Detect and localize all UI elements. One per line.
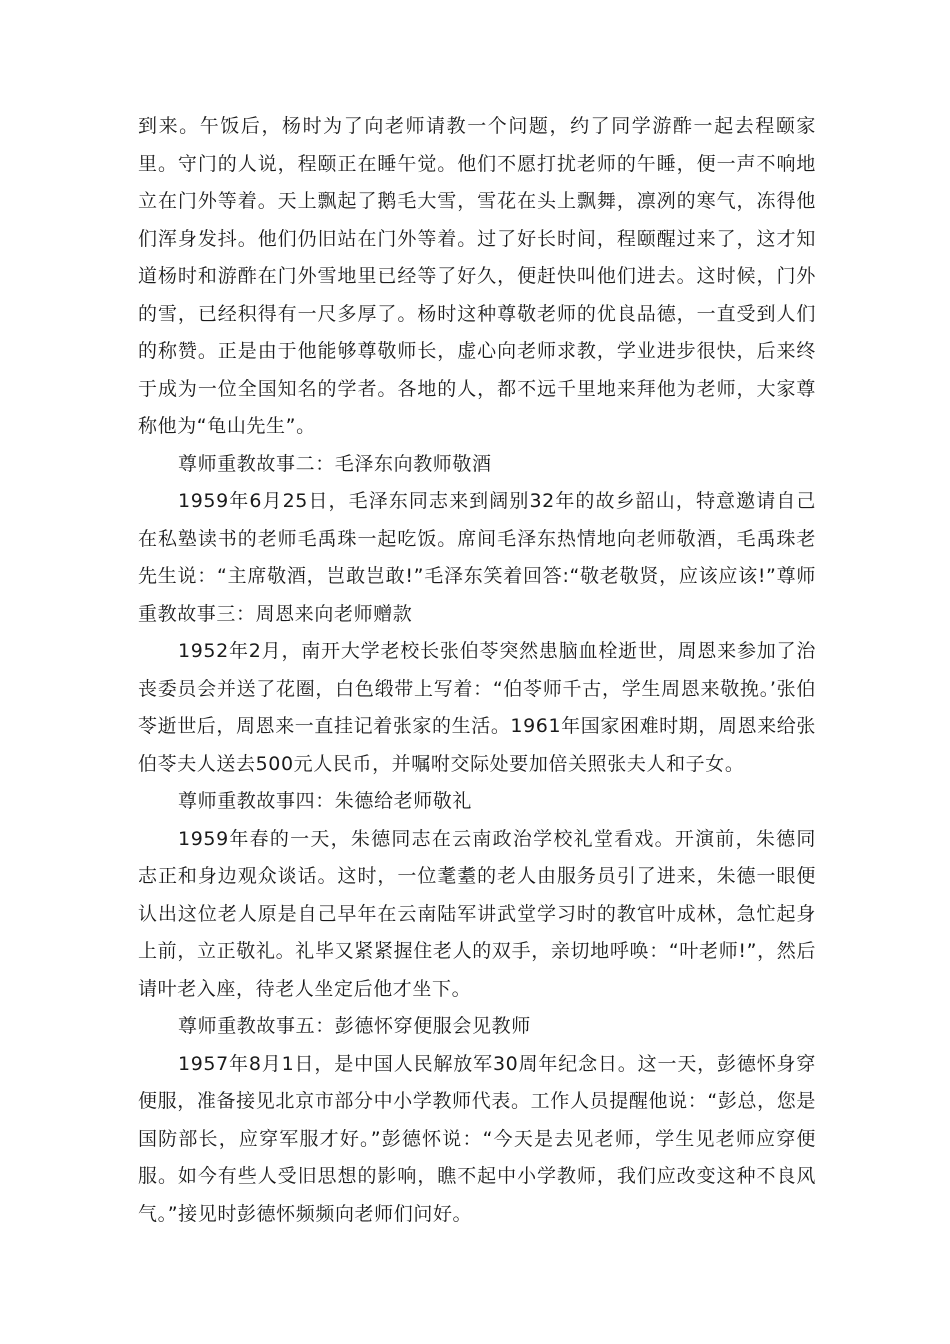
story-heading: 尊师重教故事二：毛泽东向教师敬酒 xyxy=(178,452,492,475)
story-paragraph: 1959年6月25日，毛泽东同志来到阔别32年的故乡韶山，特意邀请自己在私塾读书的老师毛禹珠一起吃饭。席间毛泽东热情地向老师敬酒，毛禹珠老先生说：“主席敬酒，岂敢岂敢!”毛泽东笑着回答:“敬老敬贤，应该应该!”尊师重教故事三：周恩来向老师赠款 xyxy=(138,490,816,625)
story-paragraph: 到来。午饭后，杨时为了向老师请教一个问题，约了同学游酢一起去程颐家里。守门的人说，程颐正在睡午觉。他们不愿打扰老师的午睡，便一声不响地立在门外等着。天上飘起了鹅毛大雪，雪花在头上飘舞，凛冽的寒气，冻得他们浑身发抖。他们仍旧站在门外等着。过了好长时间，程颐醒过来了，这才知道杨时和游酢在门外雪地里已经等了好久，便赶快叫他们进去。这时候，门外的雪，已经积得有一尺多厚了。杨时这种尊敬老师的优良品德，一直受到人们的称赞。正是由于他能够尊敬师长，虚心向老师求教，学业进步很快，后来终于成为一位全国知名的学者。各地的人，都不远千里地来拜他为老师，大家尊称他为“龟山先生”。 xyxy=(138,115,816,437)
document-page xyxy=(138,108,816,1233)
story-heading: 尊师重教故事四：朱德给老师敬礼 xyxy=(178,790,473,812)
story-paragraph: 1957年8月1日，是中国人民解放军30周年纪念日。这一天，彭德怀身穿便服，准备接见北京市部分中小学教师代表。工作人员提醒他说：“彭总，您是国防部长，应穿军服才好。”彭德怀说：“今天是去见老师，学生见老师应穿便服。如今有些人受旧思想的影响，瞧不起中小学教师，我们应改变这种不良风气。”接见时彭德怀频频向老师们问好。 xyxy=(138,1052,816,1225)
story-heading: 尊师重教故事五：彭德怀穿便服会见教师 xyxy=(178,1015,531,1037)
story-paragraph: 1952年2月，南开大学老校长张伯苓突然患脑血栓逝世，周恩来参加了治丧委员会并送了花圈，白色缎带上写着：“伯苓师千古，学生周恩来敬挽。’张伯苓逝世后，周恩来一直挂记着张家的生活。1961年国家困难时期，周恩来给张伯苓夫人送去500元人民币，并嘱咐交际处要加倍关照张夫人和子女。 xyxy=(138,640,816,775)
story-paragraph: 1959年春的一天，朱德同志在云南政治学校礼堂看戏。开演前，朱德同志正和身边观众谈话。这时，一位耄耋的老人由服务员引了进来，朱德一眼便认出这位老人原是自己早年在云南陆军讲武堂学习时的教官叶成林，急忙起身上前，立正敬礼。礼毕又紧紧握住老人的双手，亲切地呼唤：“叶老师!”，然后请叶老入座，待老人坐定后他才坐下。 xyxy=(138,827,816,1000)
